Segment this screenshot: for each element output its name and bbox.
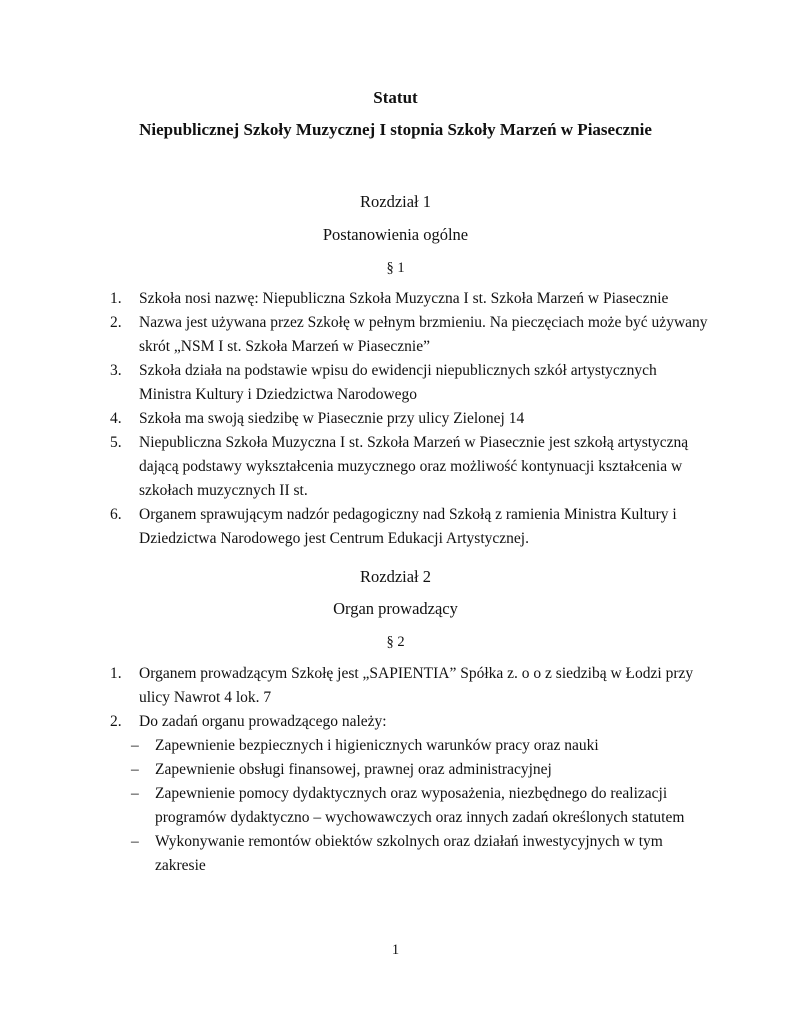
list-item — [110, 431, 710, 503]
chapter-2-heading: Rozdział 2 — [359, 567, 432, 586]
list-item-text: Nazwa jest używana przez Szkołę w pełnym brzmieniu. Na pieczęciach może być używany skrót „NSM I st. Szkoła Marzeń w Piasecznie” — [139, 314, 708, 355]
list-item-number: 1. — [110, 290, 122, 307]
sub-list-item — [110, 782, 710, 830]
section-2-sign: § 2 — [386, 634, 405, 650]
sub-list-item-text: Wykonywanie remontów obiektów szkolnych oraz działań inwestycyjnych w tym zakresie — [155, 833, 663, 874]
list-item-number: 4. — [110, 410, 122, 427]
sub-list-item-text: Zapewnienie obsługi finansowej, prawnej oraz administracyjnej — [155, 761, 552, 778]
list-item-text: Szkoła działa na podstawie wpisu do ewidencji niepublicznych szkół artystycznych Ministra Kultury i Dziedzictwa Narodowego — [139, 362, 657, 403]
sub-list-item — [110, 830, 710, 878]
chapter-1-heading: Rozdział 1 — [359, 192, 432, 211]
list-item — [110, 407, 710, 431]
list-item-text: Niepubliczna Szkoła Muzyczna I st. Szkoła Marzeń w Piasecznie jest szkołą artystyczną dającą podstawy wykształcenia muzycznego oraz możliwość kontynuacji kształcenia w szkołach muzycznych II st. — [139, 434, 689, 499]
list-item-number: 1. — [110, 665, 122, 682]
list-item-text: Organem sprawującym nadzór pedagogiczny nad Szkołą z ramienia Ministra Kultury i Dziedzictwa Narodowego jest Centrum Edukacji Artystycznej. — [139, 506, 677, 547]
list-item-number: 6. — [110, 506, 122, 523]
list-item — [110, 287, 710, 311]
list-item-number: 5. — [110, 434, 122, 451]
sub-list-item-text: Zapewnienie bezpiecznych i higienicznych warunków pracy oraz nauki — [155, 737, 599, 754]
chapter-1-list — [110, 287, 710, 551]
page-number: 1 — [391, 942, 400, 958]
chapter-2-name: Organ prowadzący — [333, 599, 458, 618]
dash-bullet: – — [131, 737, 139, 754]
sub-list-item-text: Zapewnienie pomocy dydaktycznych oraz wyposażenia, niezbędnego do realizacji programów dydaktyczno – wychowawczych oraz innych zadań określonych statutem — [155, 785, 685, 826]
list-item — [110, 710, 710, 878]
dash-bullet: – — [131, 761, 139, 778]
section-1-sign: § 1 — [386, 260, 405, 276]
dash-bullet: – — [131, 785, 139, 802]
list-item — [110, 359, 710, 407]
document-title: Statut — [373, 88, 418, 107]
sub-list-item — [110, 758, 710, 782]
list-item-text: Organem prowadzącym Szkołę jest „SAPIENTIA” Spółka z. o o z siedzibą w Łodzi przy ulicy Nawrot 4 lok. 7 — [139, 665, 694, 706]
chapter-2-list — [110, 662, 710, 878]
list-item-number: 2. — [110, 314, 122, 331]
chapter-1-name: Postanowienia ogólne — [322, 225, 469, 244]
sub-list — [110, 734, 710, 878]
list-item-number: 3. — [110, 362, 122, 379]
list-item-text: Do zadań organu prowadzącego należy: — [139, 713, 387, 730]
list-item — [110, 662, 710, 710]
list-item-text: Szkoła nosi nazwę: Niepubliczna Szkoła Muzyczna I st. Szkoła Marzeń w Piasecznie — [139, 290, 669, 307]
list-item-text: Szkoła ma swoją siedzibę w Piasecznie przy ulicy Zielonej 14 — [139, 410, 525, 427]
list-item — [110, 311, 710, 359]
dash-bullet: – — [131, 833, 139, 850]
document-subtitle: Niepublicznej Szkoły Muzycznej I stopnia Szkoły Marzeń w Piasecznie — [139, 120, 652, 139]
sub-list-item — [110, 734, 710, 758]
list-item-number: 2. — [110, 713, 122, 730]
list-item — [110, 503, 710, 551]
